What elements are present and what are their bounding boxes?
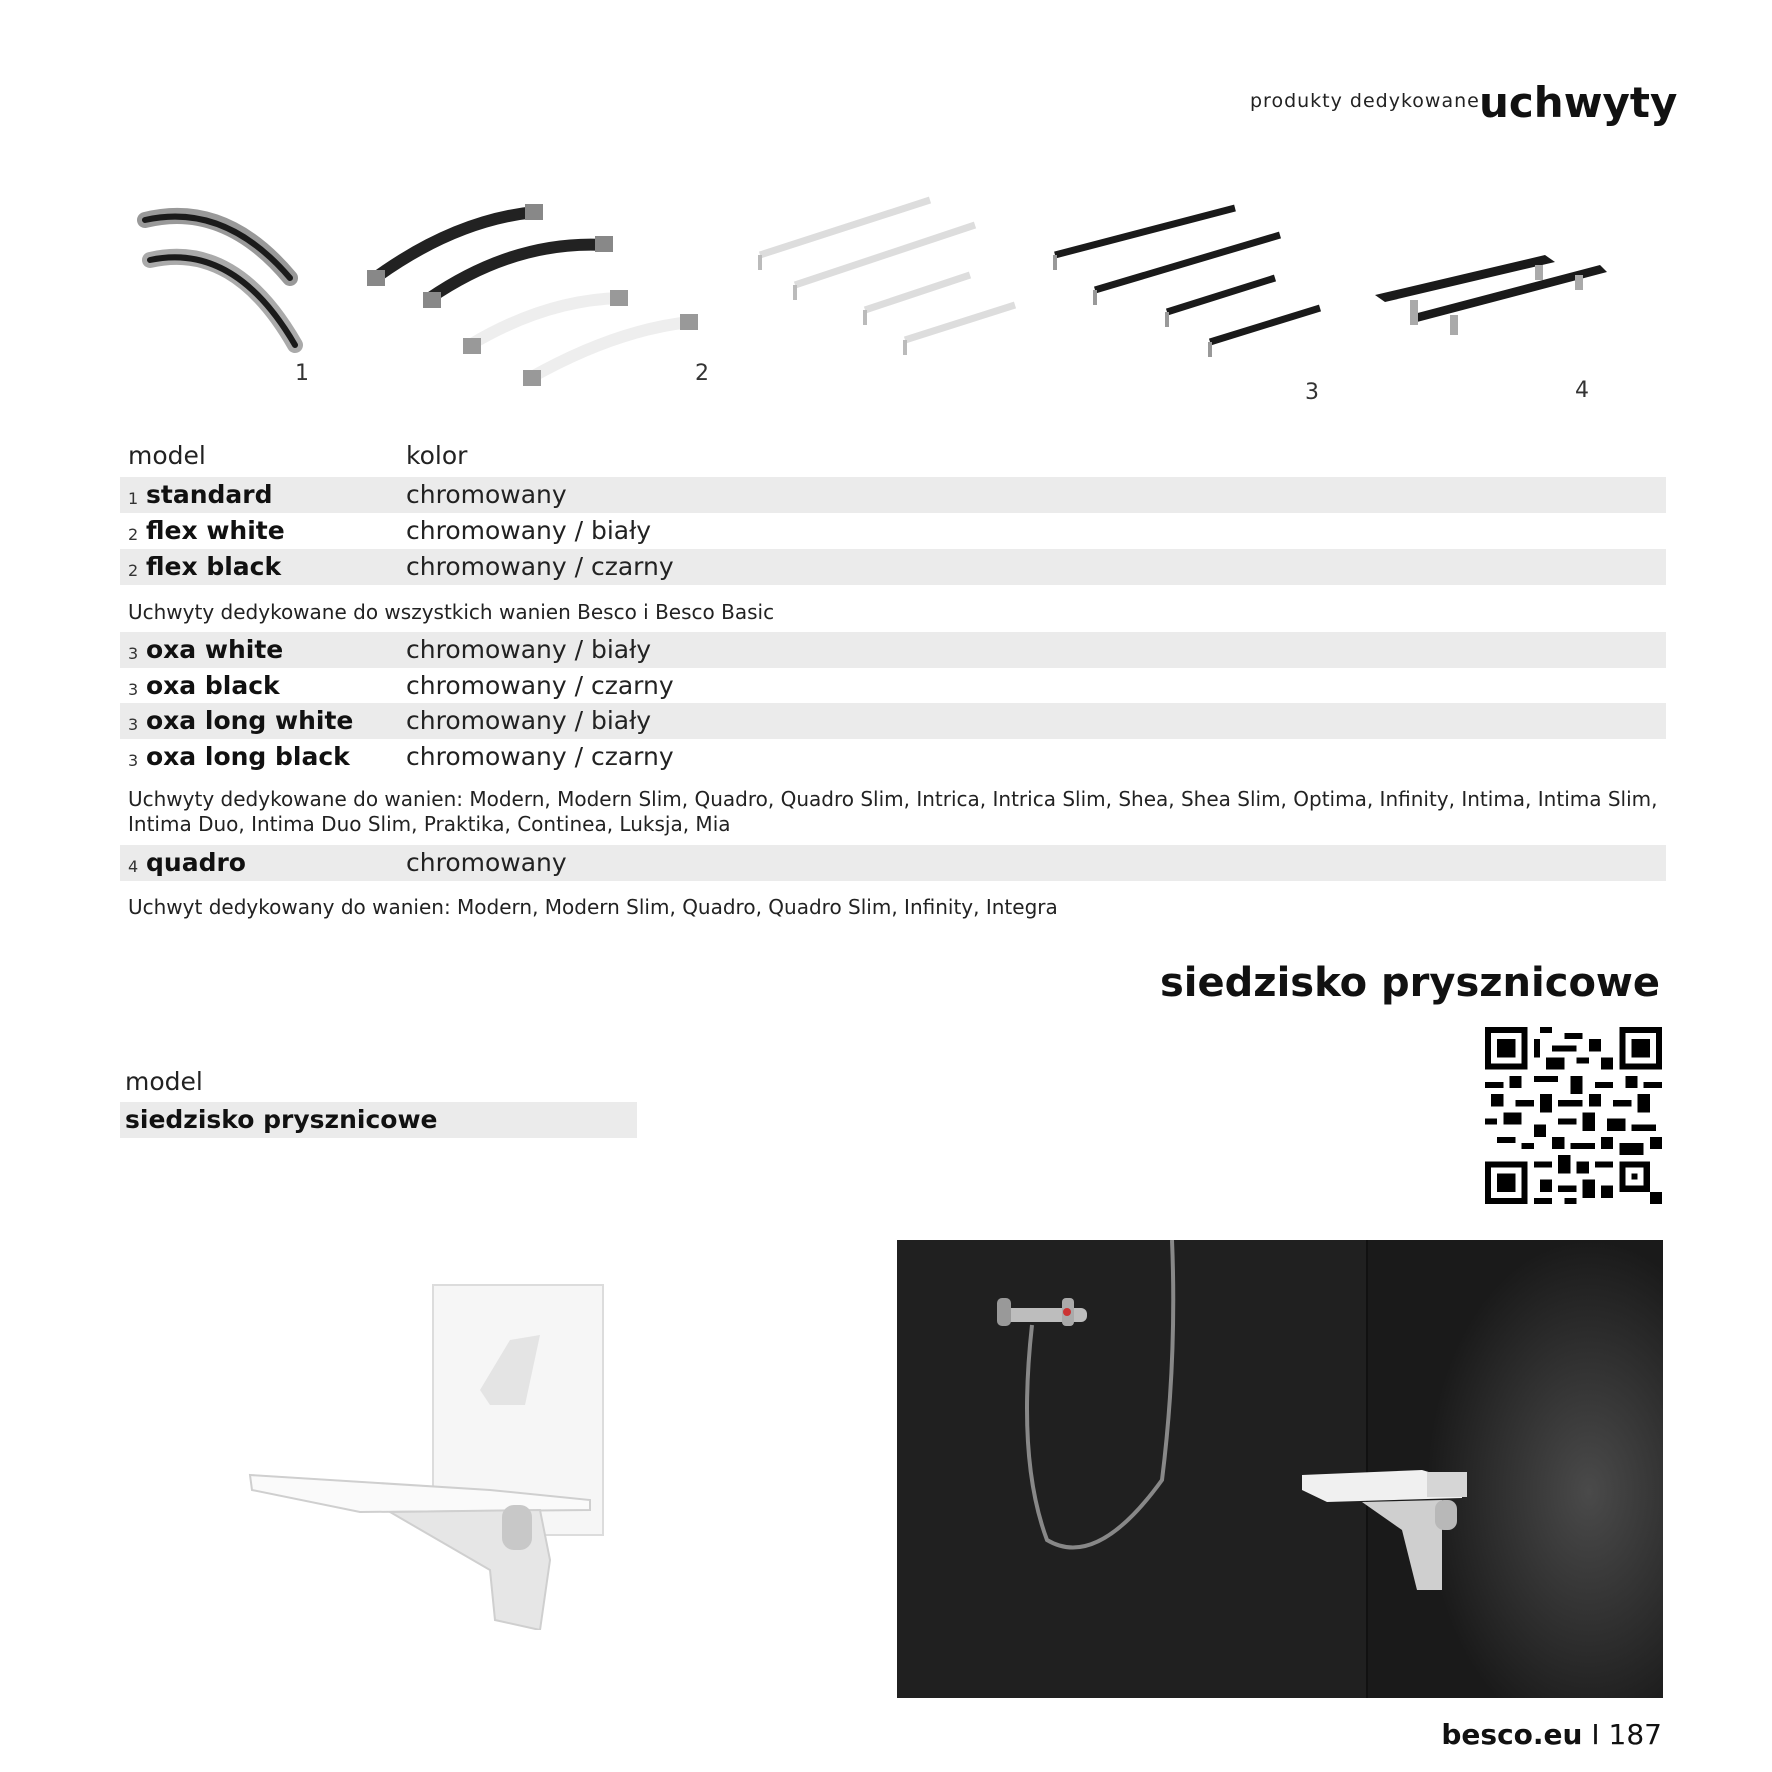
table-row — [120, 1102, 637, 1138]
table-row — [120, 703, 1666, 739]
row-number: 3 — [128, 715, 139, 734]
compatibility-note: Uchwyty dedykowane do wanien: Modern, Modern Slim, Quadro, Quadro Slim, Intrica, Intrica Slim, Shea, Shea Slim, Optima, Infinity, Intima, Intima Slim, Intima Duo, Intima Duo Slim, Praktika, Continea, Luksja, Mia — [128, 787, 1658, 836]
model-name: oxa black — [146, 671, 280, 700]
row-number: 1 — [128, 489, 139, 508]
handle-image-standard — [125, 200, 310, 360]
qr-code[interactable] — [1485, 1027, 1662, 1204]
figure-number-1: 1 — [295, 361, 309, 386]
row-number: 3 — [128, 680, 139, 699]
header-subtitle: produkty dedykowane — [1250, 90, 1480, 112]
model-color: chromowany — [406, 848, 567, 877]
compatibility-note: Uchwyty dedykowane do wszystkich wanien Besco i Besco Basic — [128, 600, 775, 624]
table-row — [120, 513, 1666, 549]
row-number: 2 — [128, 561, 139, 580]
row-number: 3 — [128, 644, 139, 663]
model-name: flex white — [146, 516, 285, 545]
row-number: 3 — [128, 751, 139, 770]
model-name: oxa long white — [146, 706, 354, 735]
model-color: chromowany / czarny — [406, 742, 674, 771]
section-title-seat: siedzisko prysznicowe — [1160, 960, 1660, 1006]
footer-separator: I — [1591, 1718, 1600, 1751]
page-footer — [1441, 1718, 1662, 1751]
model-name: quadro — [146, 848, 246, 877]
model-name: oxa long black — [146, 742, 350, 771]
page-number: 187 — [1608, 1718, 1662, 1751]
shower-seat-image — [240, 1280, 620, 1630]
row-number: 2 — [128, 525, 139, 544]
figure-number-4: 4 — [1575, 378, 1589, 403]
table-row — [120, 845, 1666, 881]
header-title: uchwyty — [1479, 78, 1678, 127]
model-color: chromowany / biały — [406, 635, 652, 664]
column-header-model: model — [128, 441, 206, 470]
figure-number-3: 3 — [1305, 380, 1319, 405]
model-name: standard — [146, 480, 273, 509]
handle-image-quadro — [1375, 240, 1610, 340]
table-row — [120, 477, 1666, 513]
handle-image-oxa-black — [1045, 200, 1335, 360]
model-color: chromowany / czarny — [406, 671, 674, 700]
model-color: chromowany / biały — [406, 706, 652, 735]
model-name: oxa white — [146, 635, 284, 664]
figure-number-2: 2 — [695, 361, 709, 386]
model-name: flex black — [146, 552, 282, 581]
footer-site[interactable]: besco.eu — [1441, 1718, 1583, 1751]
handle-image-oxa-white — [750, 190, 1030, 360]
table-row — [120, 739, 1666, 775]
model-color: chromowany / czarny — [406, 552, 674, 581]
table-row — [120, 632, 1666, 668]
column-header-color: kolor — [406, 441, 468, 470]
shower-seat-photo — [897, 1240, 1663, 1698]
compatibility-note: Uchwyt dedykowany do wanien: Modern, Modern Slim, Quadro, Quadro Slim, Infinity, Integra — [128, 895, 1058, 919]
table-row — [120, 549, 1666, 585]
model-color: chromowany — [406, 480, 567, 509]
handle-image-flex — [365, 200, 705, 390]
model-name: siedzisko prysznicowe — [125, 1105, 438, 1134]
table-row — [120, 668, 1666, 704]
row-number: 4 — [128, 857, 139, 876]
column-header-model: model — [125, 1067, 203, 1096]
model-color: chromowany / biały — [406, 516, 652, 545]
